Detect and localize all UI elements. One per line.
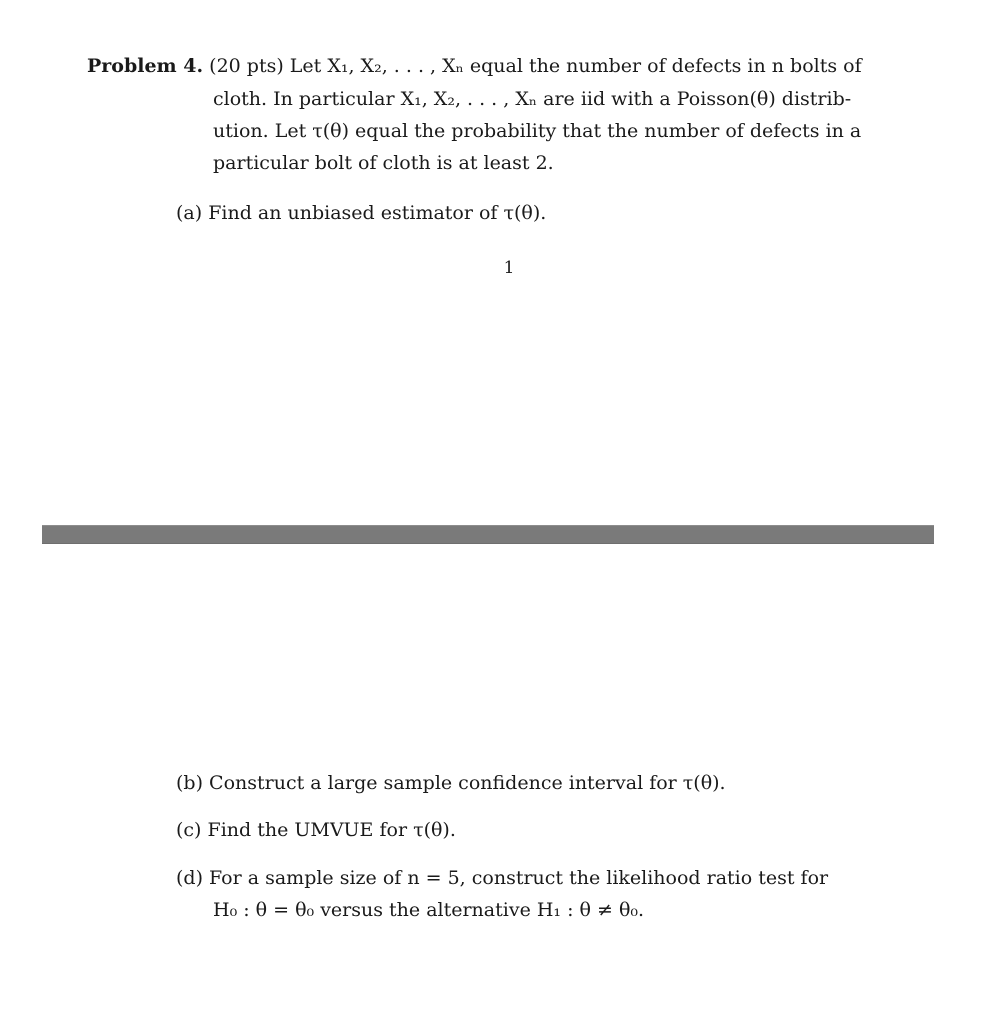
part-d-line-2: H₀ : θ = θ₀ versus the alternative H₁ : θ ≠ θ₀. <box>213 899 645 921</box>
problem-label: Problem 4. <box>87 55 204 77</box>
problem-line-1-text: (20 pts) Let X₁, X₂, . . . , Xₙ equal the number of defects in n bolts of <box>209 55 862 77</box>
problem-line-4: particular bolt of cloth is at least 2. <box>213 152 554 174</box>
page-number: 1 <box>503 258 515 278</box>
problem-line-3: ution. Let τ(θ) equal the probability that the number of defects in a <box>213 120 862 142</box>
problem-line-2: cloth. In particular X₁, X₂, . . . , Xₙ are iid with a Poisson(θ) distrib- <box>213 88 852 110</box>
page-divider <box>42 525 934 544</box>
part-d-line-1: (d) For a sample size of n = 5, construct the likelihood ratio test for <box>176 867 829 889</box>
part-a: (a) Find an unbiased estimator of τ(θ). <box>176 202 547 224</box>
part-b: (b) Construct a large sample confidence interval for τ(θ). <box>176 772 726 794</box>
part-c: (c) Find the UMVUE for τ(θ). <box>176 819 456 841</box>
problem-line-1 <box>87 54 862 78</box>
